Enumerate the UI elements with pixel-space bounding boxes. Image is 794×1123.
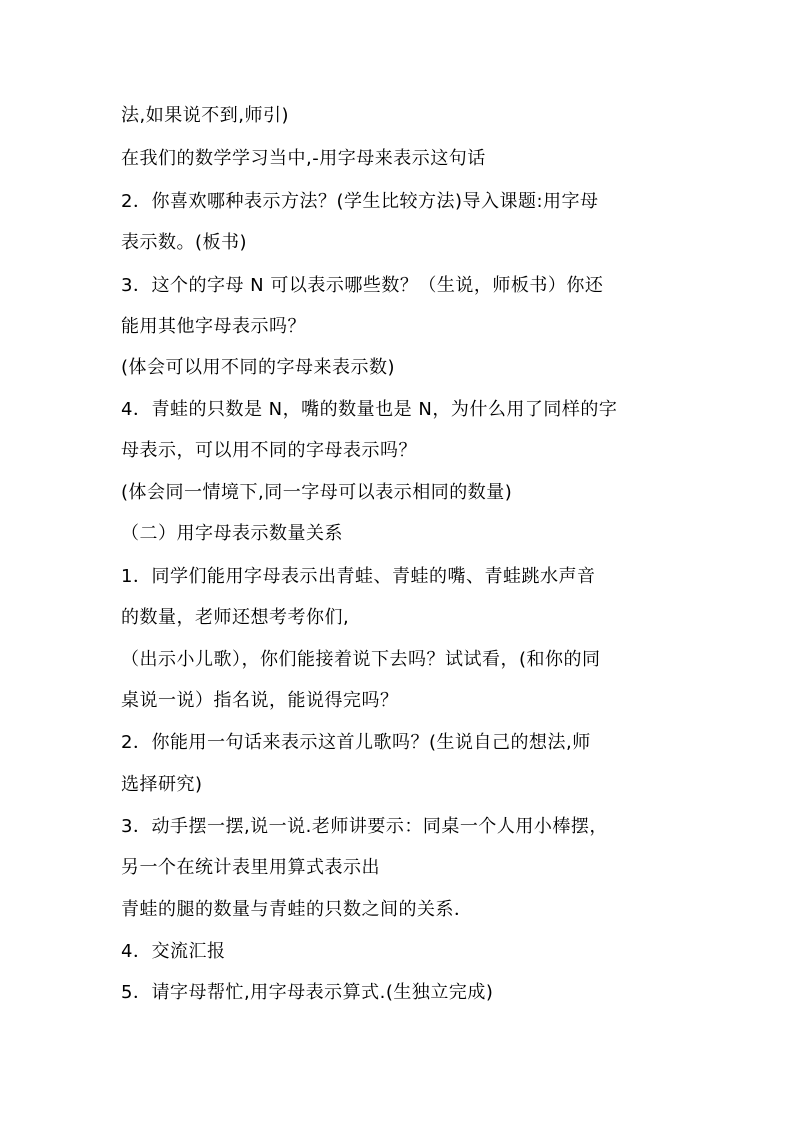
- text-line: （出示小儿歌），你们能接着说下去吗？试试看，(和你的同: [121, 649, 601, 670]
- text-line: 的数量，老师还想考考你们,: [121, 607, 350, 628]
- text-line: 能用其他字母表示吗？: [121, 316, 306, 337]
- text-line: 在我们的数学学习当中,-用字母来表示这句话: [121, 148, 486, 169]
- text-line: 法,如果说不到,师引): [121, 105, 289, 126]
- text-line: (体会可以用不同的字母来表示数): [121, 357, 396, 378]
- text-line: 桌说一说）指名说，能说得完吗？: [121, 690, 399, 711]
- text-line: (体会同一情境下,同一字母可以表示相同的数量): [121, 482, 513, 503]
- text-line: 1．同学们能用字母表示出青蛙、青蛙的嘴、青蛙跳水声音: [121, 566, 596, 587]
- text-line: 2．你能用一句话来表示这首儿歌吗？(生说自己的想法,师: [121, 732, 591, 753]
- text-line: 另一个在统计表里用算式表示出: [121, 857, 380, 878]
- section-heading: （二）用字母表示数量关系: [121, 523, 343, 544]
- text-line: 2．你喜欢哪种表示方法？(学生比较方法)导入课题:用字母: [121, 191, 599, 212]
- text-line: 4．交流汇报: [121, 941, 226, 962]
- text-line: 3．动手摆一摆,说一说.老师讲要示：同桌一个人用小棒摆，: [121, 816, 608, 837]
- text-line: 选择研究): [121, 774, 203, 795]
- text-line: 青蛙的腿的数量与青蛙的只数之间的关系．: [121, 899, 473, 920]
- text-line: 表示数。(板书): [121, 232, 248, 253]
- text-line: 母表示，可以用不同的字母表示吗？: [121, 440, 417, 461]
- text-line: 4．青蛙的只数是 N，嘴的数量也是 N，为什么用了同样的字: [121, 399, 618, 420]
- text-line: 5．请字母帮忙,用字母表示算式.(生独立完成): [121, 982, 494, 1003]
- text-line: 3．这个的字母 N 可以表示哪些数？（生说，师板书）你还: [121, 275, 604, 296]
